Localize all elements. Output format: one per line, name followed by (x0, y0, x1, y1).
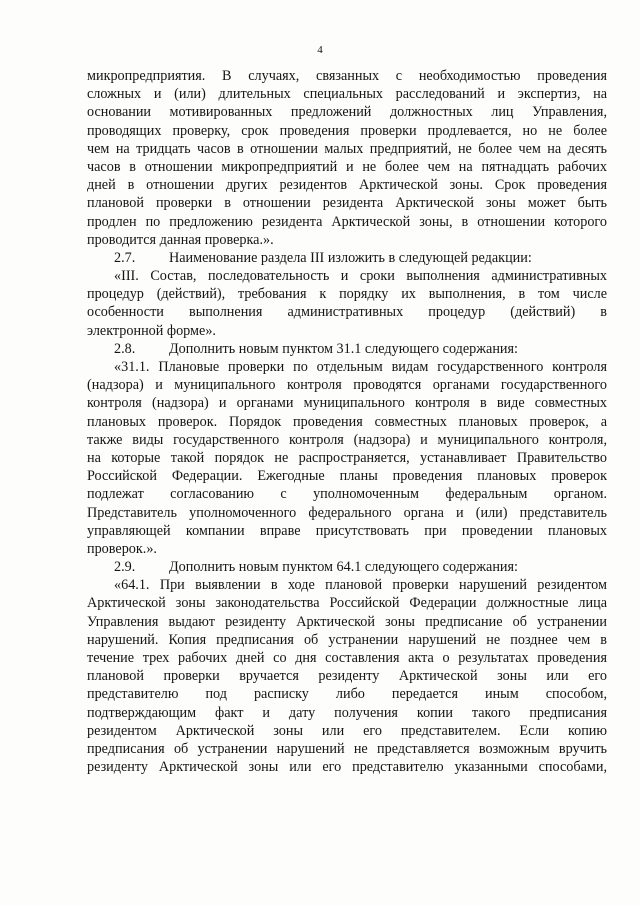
line-text: Российской Федерации. Ежегодные планы проведения плановых проверок (87, 468, 607, 485)
paragraph (87, 558, 607, 576)
text-line (87, 558, 607, 576)
line-text: Арктической зоны законодательства Российской Федерации должностные лица (87, 595, 607, 612)
line-text: дней в отношении других резидентов Арктической зоны. Срок проведения (87, 177, 607, 194)
line-text: течение трех рабочих дней со дня составления акта о результатах проведения (87, 650, 607, 666)
text-line (87, 431, 607, 449)
text-line (87, 158, 607, 176)
text-line (87, 594, 607, 612)
line-text: Наименование раздела III изложить в следующей редакции: (169, 249, 532, 266)
text-line (87, 213, 607, 231)
text-line (87, 467, 607, 485)
text-line (87, 394, 607, 412)
paragraph (87, 249, 607, 267)
line-text: проверок.». (87, 540, 157, 557)
text-line (87, 140, 607, 158)
paragraph (87, 267, 607, 340)
text-line (87, 722, 607, 740)
line-text: «31.1. Плановые проверки по отдельным видам государственного контроля (114, 359, 607, 375)
line-text: особенности выполнения административных процедур (действий) в (87, 304, 607, 321)
clause-number: 2.7. (114, 249, 136, 266)
line-text: резидентом Арктической зоны или его представителем. Если копию (87, 722, 607, 739)
clause-number: 2.9. (114, 559, 136, 576)
text-line (87, 504, 607, 522)
text-line (87, 449, 607, 467)
line-text: электронной форме». (87, 322, 216, 339)
line-text: Дополнить новым пунктом 31.1 следующего содержания: (169, 340, 518, 357)
text-line (87, 667, 607, 685)
text-line (87, 540, 607, 558)
line-text: подлежат согласованию с уполномоченным федеральным органом. (87, 486, 607, 503)
text-line (87, 758, 607, 776)
line-text: контроля (надзора) и органами муниципального контроля в виде совместных (87, 395, 607, 412)
line-text: сложных и (или) длительных специальных расследований и экспертиз, на (87, 86, 607, 103)
line-text: плановой проверки в отношении резидента Арктической зоны может быть (87, 195, 607, 212)
line-text: «64.1. При выявлении в ходе плановой проверки нарушений резидентом (114, 577, 607, 594)
text-line (87, 303, 607, 321)
text-line (87, 85, 607, 103)
text-line (87, 176, 607, 194)
line-text: процедур (действий), требования к порядку их выполнения, в том числе (87, 286, 607, 303)
line-text: подтверждающим факт и дату получения копии такого предписания (87, 704, 607, 721)
page-number: 4 (317, 44, 323, 56)
text-line (87, 704, 607, 722)
text-line (87, 613, 607, 631)
line-text: резиденту Арктической зоны или его представителю указанными способами, (87, 759, 607, 776)
text-line (87, 685, 607, 703)
line-text: проводящих проверку, срок проведения проверки продлевается, но не более (87, 122, 607, 139)
line-text: часов в отношении микропредприятий и не более чем на пятнадцать рабочих (87, 158, 607, 175)
text-line (87, 231, 607, 249)
line-text: также виды государственного контроля (надзора) и муниципального контроля, (87, 431, 607, 448)
text-line (87, 485, 607, 503)
text-line (87, 340, 607, 358)
paragraph (87, 67, 607, 249)
document-body (87, 67, 607, 776)
line-text: плановой проверки вручается резиденту Арктической зоны или его (87, 668, 607, 685)
text-line (87, 413, 607, 431)
clause-number: 2.8. (114, 340, 136, 357)
text-line (87, 67, 607, 85)
text-line (87, 376, 607, 394)
line-text: нарушений. Копия предписания об устранении нарушений не позднее чем в (87, 631, 607, 648)
line-text: представителю под расписку либо передается иным способом, (87, 686, 607, 703)
line-text: (надзора) и муниципального контроля проводятся органами государственного (87, 377, 607, 394)
line-text: на которые такой порядок не распространяется, устанавливает Правительство (87, 449, 607, 466)
text-line (87, 522, 607, 540)
text-line (87, 631, 607, 649)
line-text: управляющей компании вправе присутствовать при проведении плановых (87, 522, 607, 539)
line-text: «III. Состав, последовательность и сроки выполнения административных (114, 268, 607, 285)
text-line (87, 194, 607, 212)
text-line (87, 122, 607, 140)
line-text: Управления выдают резиденту Арктической зоны предписание об устранении (87, 613, 607, 630)
paragraph (87, 340, 607, 358)
line-text: Представитель уполномоченного федерального органа и (или) представитель (87, 504, 607, 521)
text-line (87, 740, 607, 758)
line-text: чем на тридцать часов в отношении малых предприятий, не более чем на десять (87, 140, 607, 157)
paragraph (87, 358, 607, 558)
text-line (87, 322, 607, 340)
line-text: микропредприятия. В случаях, связанных с необходимостью проведения (87, 68, 607, 84)
text-line (87, 285, 607, 303)
text-line (87, 267, 607, 285)
text-line (87, 103, 607, 121)
text-line (87, 358, 607, 376)
line-text: Дополнить новым пунктом 64.1 следующего содержания: (169, 559, 518, 576)
text-line (87, 249, 607, 267)
text-line (87, 649, 607, 667)
line-text: продлен по предложению резидента Арктической зоны, в отношении которого (87, 213, 607, 230)
line-text: основании мотивированных предложений должностных лиц Управления, (87, 104, 607, 121)
paragraph (87, 576, 607, 776)
line-text: предписания об устранении нарушений не представляется возможным вручить (87, 740, 607, 757)
line-text: проводится данная проверка.». (87, 231, 274, 248)
text-line (87, 576, 607, 594)
line-text: плановых проверок. Порядок проведения совместных плановых проверок, а (87, 413, 607, 430)
